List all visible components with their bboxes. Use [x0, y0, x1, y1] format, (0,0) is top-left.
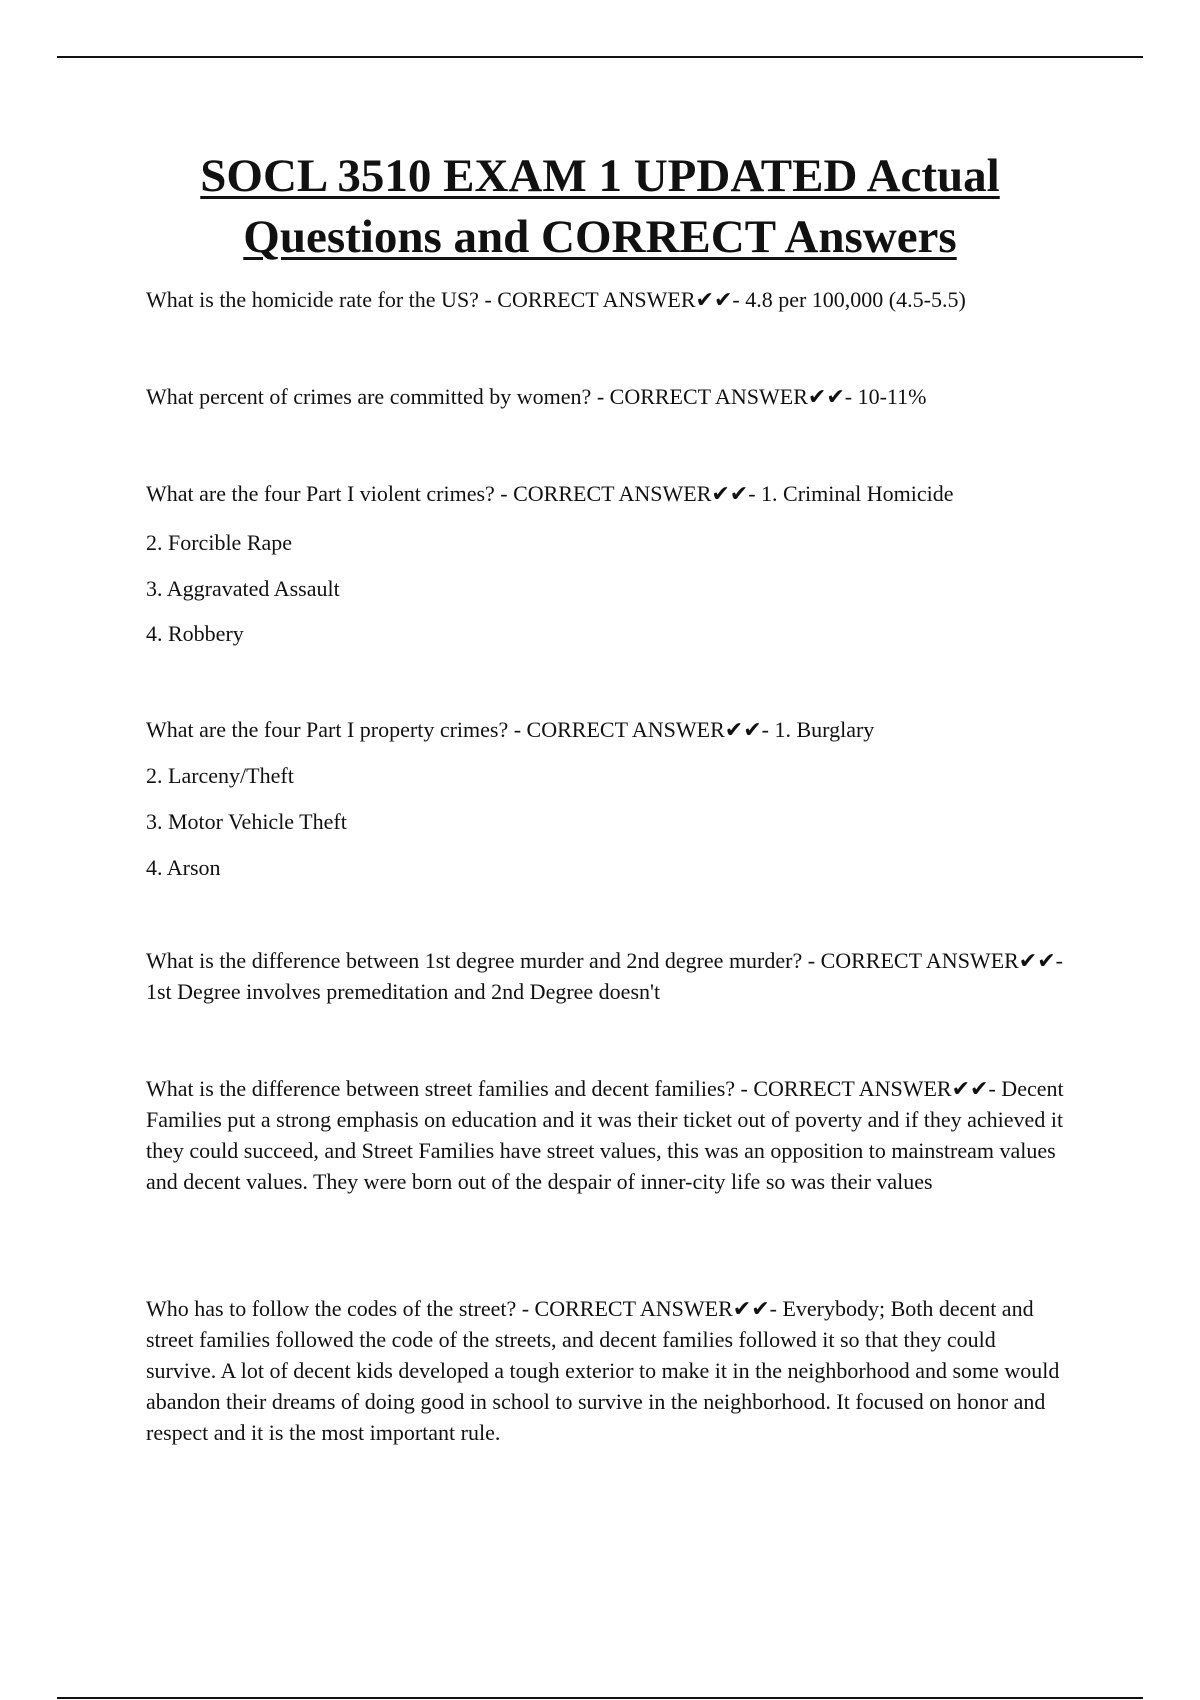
qa-entry-street-vs-decent [146, 1073, 1066, 1197]
list-item: 3. Aggravated Assault [146, 576, 340, 601]
document-title [0, 146, 1200, 268]
qa-text: What is the homicide rate for the US? - CORRECT ANSWER✔✔- 4.8 per 100,000 (4.5-5.5) [146, 287, 966, 312]
qa-text: Who has to follow the codes of the street? - CORRECT ANSWER✔✔- Everybody; Both decent and street families followed the code of the streets, and decent families followed it so that they could survive. A lot of decent kids developed a tough exterior to make it in the neighborhood and some would abandon their dreams of doing good in school to survive in the neighborhood. It focused on honor and respect and it is the most important rule. [146, 1296, 1060, 1445]
qa-entry-violent-crimes [146, 478, 1066, 649]
document-title-line-2: Questions and CORRECT Answers [243, 211, 957, 263]
qa-text: What is the difference between street families and decent families? - CORRECT ANSWER✔✔- Decent Families put a strong emphasis on education and it was their ticket out of poverty and if they achieved it they could succeed, and Street Families have street values, this was an opposition to mainstream values and decent values. They were born out of the despair of inner-city life so was their values [146, 1076, 1064, 1194]
list-item: 2. Larceny/Theft [146, 763, 294, 788]
qa-entry-homicide-rate [146, 284, 1066, 315]
qa-entry-codes-of-street [146, 1293, 1066, 1448]
qa-text: What percent of crimes are committed by women? - CORRECT ANSWER✔✔- 10-11% [146, 384, 927, 409]
list-item: 3. Motor Vehicle Theft [146, 809, 347, 834]
qa-text: What are the four Part I violent crimes? - CORRECT ANSWER✔✔- 1. Criminal Homicide [146, 481, 954, 506]
top-rule [57, 56, 1143, 58]
list-item: 2. Forcible Rape [146, 530, 293, 555]
qa-text: What is the difference between 1st degree murder and 2nd degree murder? - CORRECT ANSWER✔✔- 1st Degree involves premeditation and 2nd Degree doesn't [146, 948, 1063, 1004]
list-item: 4. Arson [146, 855, 221, 880]
list-item: 4. Robbery [146, 621, 244, 646]
bottom-rule [57, 1697, 1143, 1699]
qa-text: What are the four Part I property crimes? - CORRECT ANSWER✔✔- 1. Burglary [146, 717, 875, 742]
qa-entry-murder-degrees [146, 945, 1066, 1007]
document-title-line-1: SOCL 3510 EXAM 1 UPDATED Actual [200, 150, 1000, 202]
qa-entry-property-crimes [146, 714, 1066, 883]
qa-entry-women-crimes [146, 381, 1066, 412]
